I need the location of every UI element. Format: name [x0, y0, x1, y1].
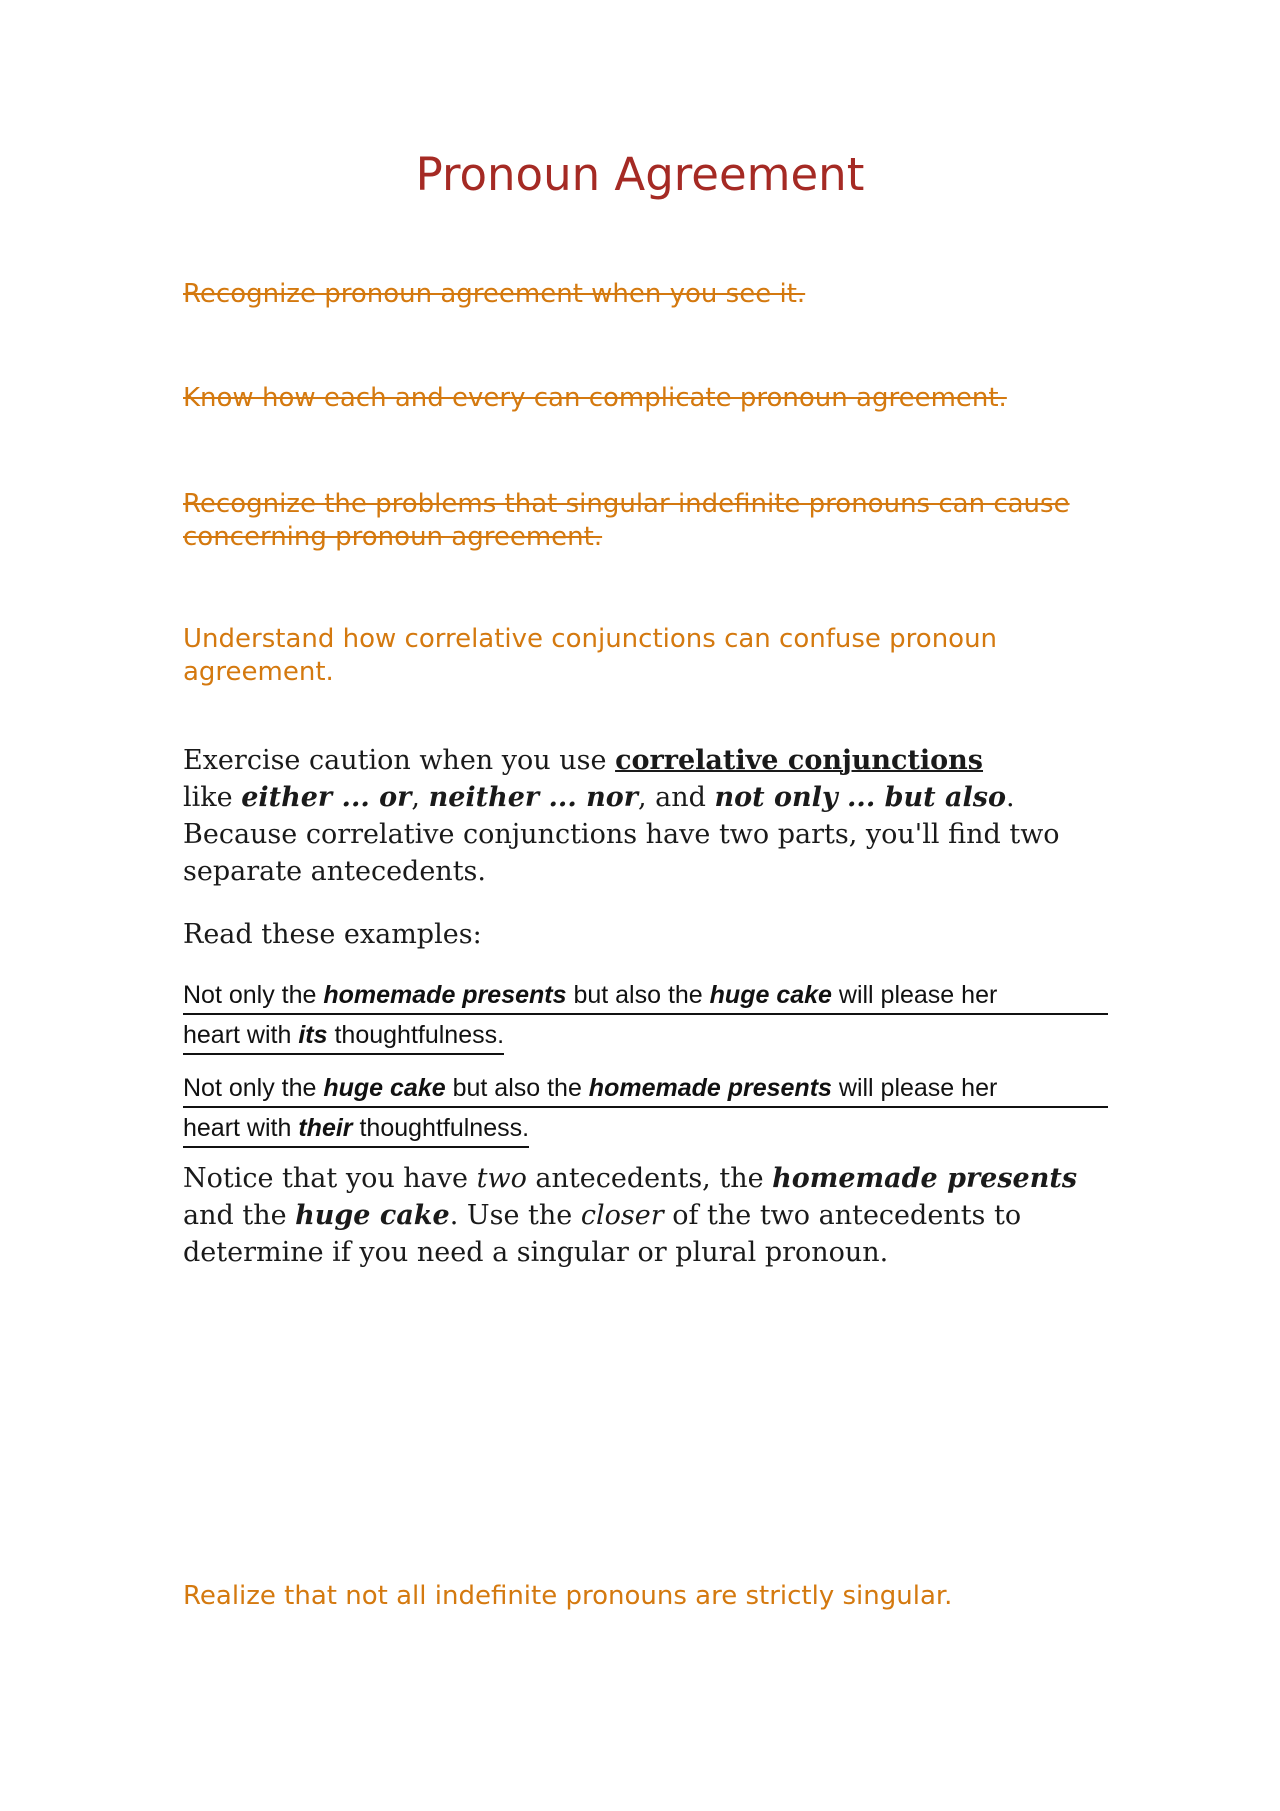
example-neither-nor: neither ... nor	[428, 782, 638, 813]
example-line: Not only the homemade presents but also the huge cake will please her	[183, 975, 1108, 1015]
objective-each-every: Know how each and every can complicate pronoun agreement.	[183, 383, 1007, 413]
objective-indefinite-not-singular: Realize that not all indefinite pronouns are strictly singular.	[183, 1581, 953, 1611]
objective-recognize-agreement: Recognize pronoun agreement when you see it.	[183, 279, 806, 309]
page-title: Pronoun Agreement	[415, 148, 865, 201]
correlative-conjunctions-link[interactable]: correlative conjunctions	[615, 745, 984, 776]
example-sentence-2	[183, 1068, 1108, 1148]
example-line: heart with their thoughtfulness.	[183, 1108, 529, 1148]
intro-paragraph	[183, 742, 1113, 890]
objective-correlative-conjunctions: Understand how correlative conjunctions can confuse pronoun agreement.	[183, 624, 998, 687]
example-either-or: either ... or	[241, 782, 412, 813]
example-sentence-1	[183, 975, 1108, 1055]
intro-text: .	[1005, 782, 1015, 813]
objective-indefinite-pronouns: Recognize the problems that singular indefinite pronouns can cause concerning pronoun agreement.	[183, 489, 1070, 552]
intro-text: like	[183, 782, 242, 813]
read-examples-label: Read these examples:	[183, 919, 482, 950]
example-not-only-but-also: not only ... but also	[714, 782, 1006, 813]
intro-text: Because correlative conjunctions have two parts, you'll find two separate antecedents.	[183, 819, 1060, 887]
intro-text: ,	[411, 782, 429, 813]
example-line: heart with its thoughtfulness.	[183, 1015, 504, 1055]
notice-paragraph: Notice that you have two antecedents, the homemade presents and the huge cake. Use the closer of the two antecedents to determine if you need a singular or plural pronoun.	[183, 1163, 1078, 1268]
intro-text: , and	[638, 782, 715, 813]
example-line: Not only the huge cake but also the homemade presents will please her	[183, 1068, 1108, 1108]
intro-text: Exercise caution when you use	[183, 745, 616, 776]
